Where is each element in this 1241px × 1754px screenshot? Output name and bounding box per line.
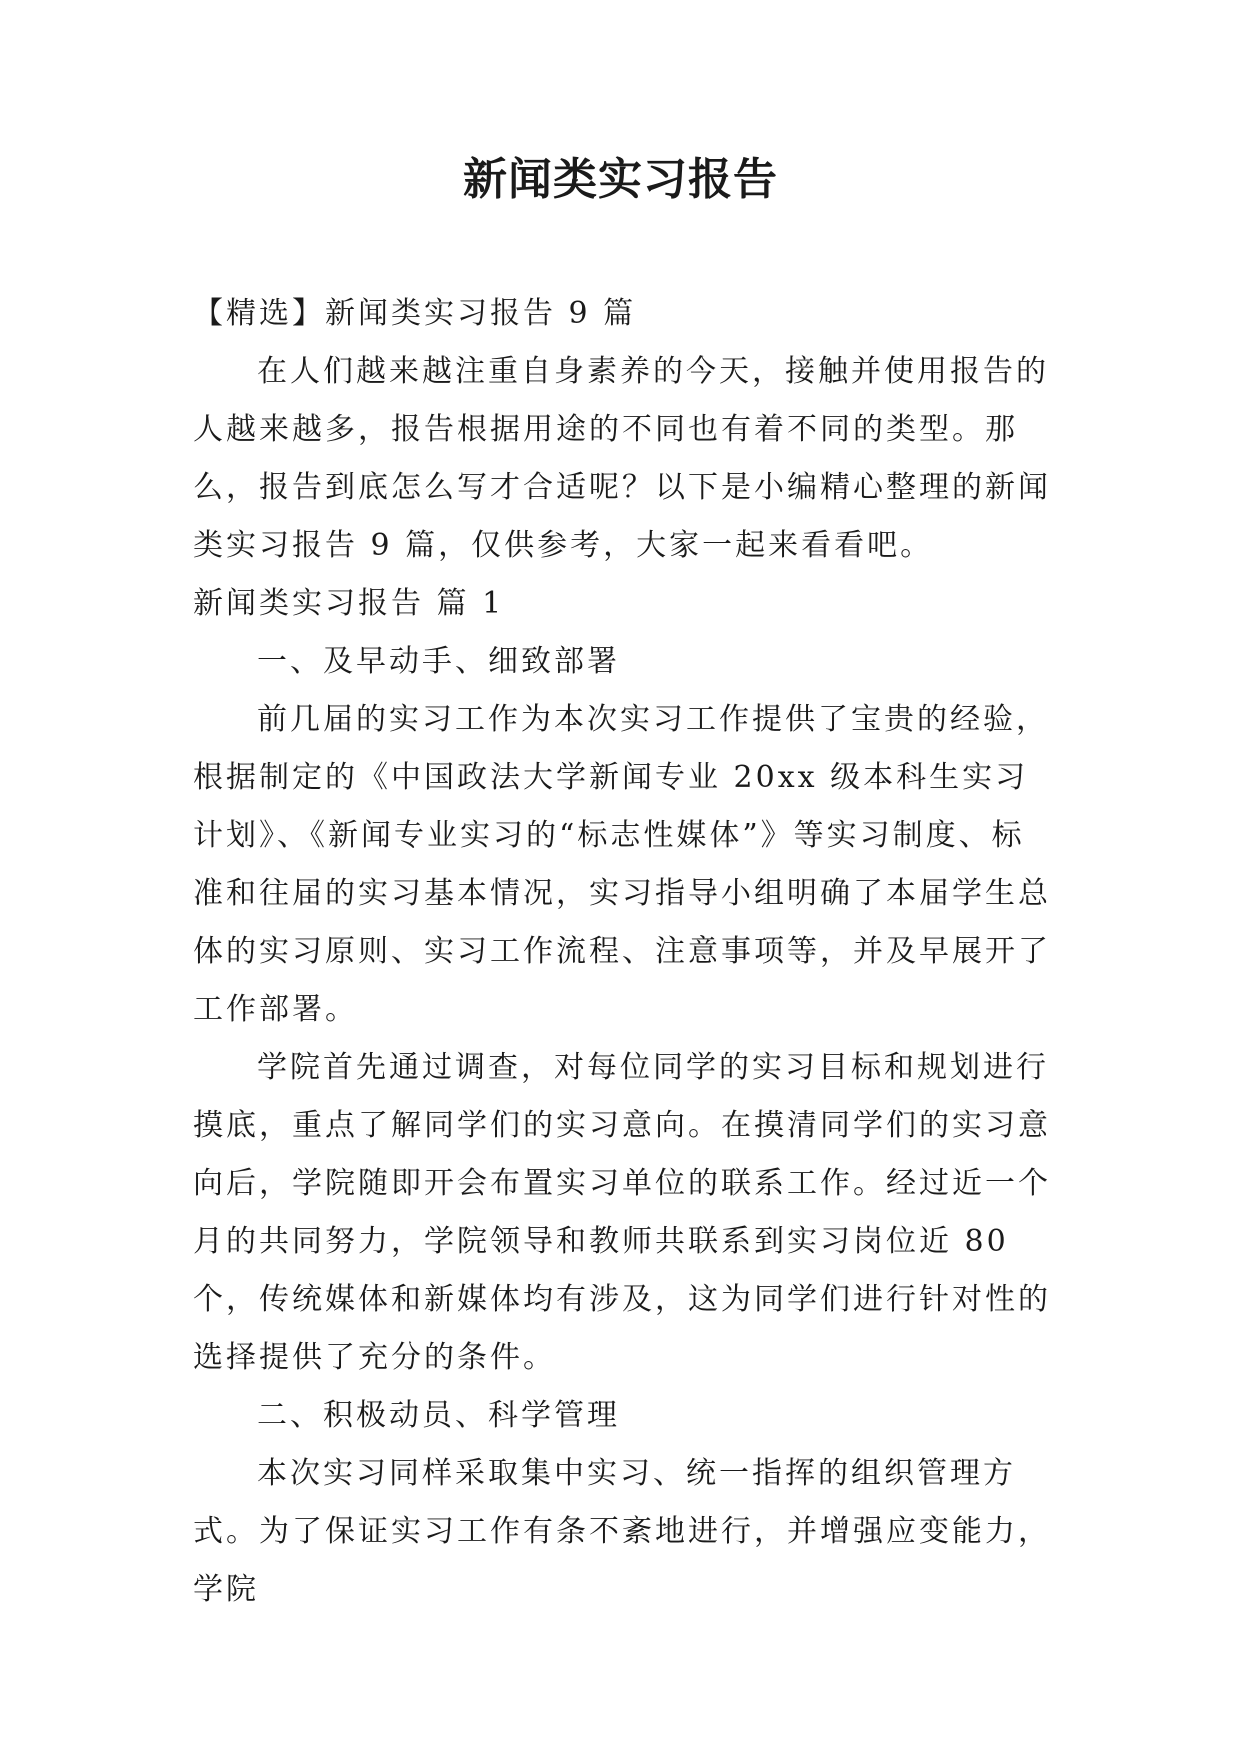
document-title: 新闻类实习报告 xyxy=(463,154,778,205)
body-paragraph: 学院首先通过调查，对每位同学的实习目标和规划进行摸底，重点了解同学们的实习意向。在摸清同学们的实习意向后，学院随即开会布置实习单位的联系工作。经过近一个月的共同努力，学院领导和教师共联系到实习岗位近 80 个，传统媒体和新媒体均有涉及，这为同学们进行针对性的选择提供了充分的条件。 xyxy=(193,1050,1051,1375)
subheading-2: 二、积极动员、科学管理 xyxy=(257,1398,620,1433)
subheading-1: 一、及早动手、细致部署 xyxy=(257,644,620,679)
section-heading: 新闻类实习报告 篇 1 xyxy=(193,586,505,621)
body-paragraph: 本次实习同样采取集中实习、统一指挥的组织管理方式。为了保证实习工作有条不紊地进行，并增强应变能力，学院 xyxy=(193,1456,1051,1607)
subtitle-paragraph: 【精选】新闻类实习报告 9 篇 xyxy=(193,296,637,331)
body-paragraph: 前几届的实习工作为本次实习工作提供了宝贵的经验，根据制定的《中国政法大学新闻专业 20xx 级本科生实习计划》、《新闻专业实习的“标志性媒体”》等实习制度、标准和往届的实习基本情况，实习指导小组明确了本届学生总体的实习原则、实习工作流程、注意事项等，并及早展开了工作部署。 xyxy=(193,702,1051,1027)
document-body xyxy=(193,285,1053,1619)
intro-paragraph: 在人们越来越注重自身素养的今天，接触并使用报告的人越来越多，报告根据用途的不同也有着不同的类型。那么，报告到底怎么写才合适呢？以下是小编精心整理的新闻类实习报告 9 篇，仅供参考，大家一起来看看吧。 xyxy=(193,354,1051,563)
